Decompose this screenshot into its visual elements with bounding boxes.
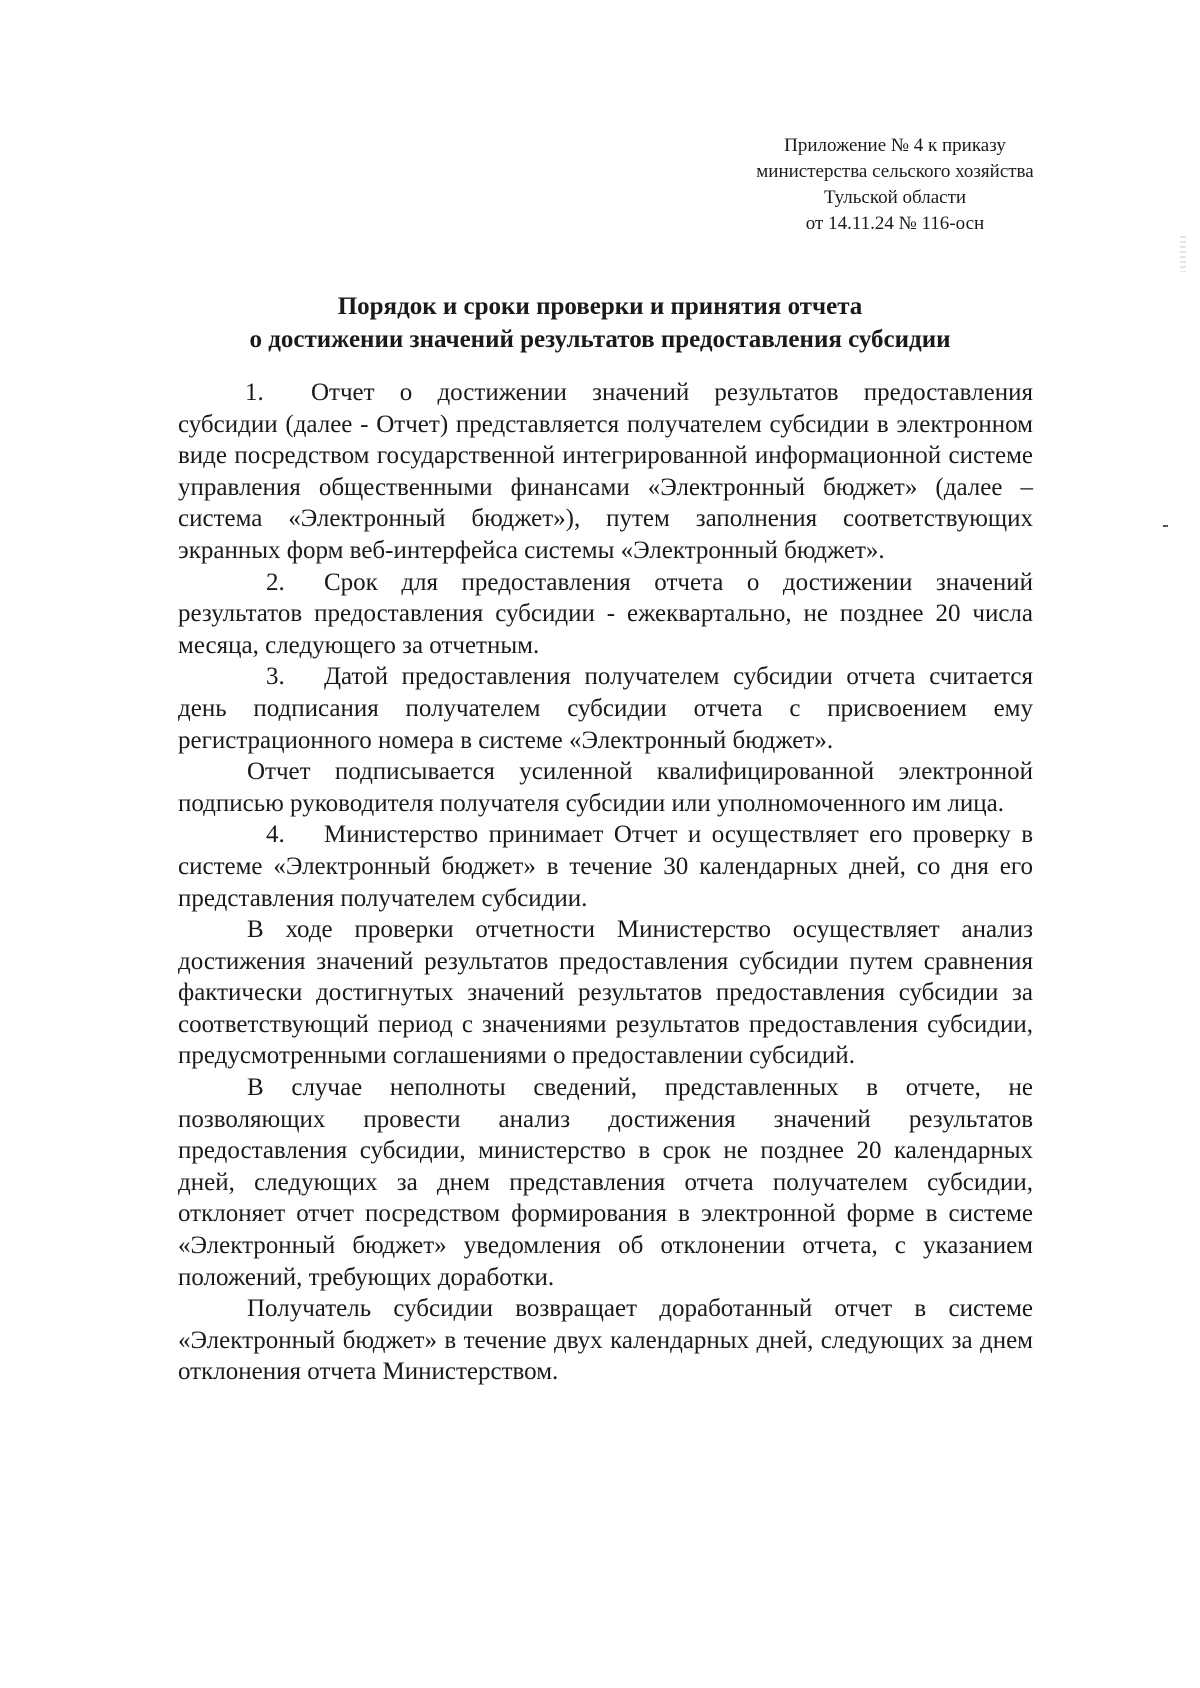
paragraph-text: Отчет о достижении значений результатов предоставления субсидии (далее - Отчет) представляется получателем субсидии в электронном виде посредством государственной интегрированной информационной системе управления общественными финансами «Электронный бюджет» (далее – система «Электронный бюджет»), путем заполнения соответствующих экранных форм веб-интерфейса системы «Электронный бюджет». bbox=[178, 379, 1033, 564]
scan-artifact bbox=[1180, 236, 1186, 272]
paragraph-text: Министерство принимает Отчет и осуществляет его проверку в системе «Электронный бюджет» в течение 30 календарных дней, со дня его представления получателем субсидии. bbox=[178, 821, 1033, 912]
paragraph-text: Получатель субсидии возвращает доработанный отчет в системе «Электронный бюджет» в течение двух календарных дней, следующих за днем отклонения отчета Министерством. bbox=[178, 1295, 1033, 1386]
document-body bbox=[178, 377, 1033, 1388]
document-title bbox=[150, 290, 1050, 356]
paragraph-4 bbox=[178, 819, 1033, 914]
paragraph-text: Отчет подписывается усиленной квалифицированной электронной подписью руководителя получателя субсидии или уполномоченного им лица. bbox=[178, 758, 1033, 817]
appendix-line-4: от 14.11.24 № 116-осн bbox=[805, 213, 985, 234]
paragraph-text: Датой предоставления получателем субсидии отчета считается день подписания получателем субсидии отчета с присвоением ему регистрационного номера в системе «Электронный бюджет». bbox=[178, 663, 1033, 754]
paragraph-2 bbox=[178, 567, 1033, 662]
appendix-header bbox=[725, 133, 1065, 237]
paragraph-number: 4. bbox=[266, 821, 285, 849]
appendix-line-3: Тульской области bbox=[823, 187, 967, 208]
paragraph-3 bbox=[178, 661, 1033, 756]
paragraph-number: 1. bbox=[245, 379, 264, 406]
appendix-line-1: Приложение № 4 к приказу bbox=[784, 135, 1006, 156]
paragraph-text: Срок для предоставления отчета о достижении значений результатов предоставления субсидии - ежеквартально, не позднее 20 числа месяца, следующего за отчетным. bbox=[178, 568, 1033, 659]
scan-artifact-dot bbox=[1163, 525, 1168, 527]
paragraph-number: 3. bbox=[266, 663, 285, 691]
paragraph-6 bbox=[178, 1072, 1033, 1293]
title-line-1: Порядок и сроки проверки и принятия отчета bbox=[337, 293, 863, 320]
paragraph-text: В ходе проверки отчетности Министерство осуществляет анализ достижения значений результатов предоставления субсидии путем сравнения фактически достигнутых значений результатов предоставления субсидии за соответствующий период с значениями результатов предоставления субсидии, предусмотренными соглашениями о предоставлении субсидий. bbox=[178, 916, 1033, 1070]
paragraph-5 bbox=[178, 914, 1033, 1072]
appendix-line-2: министерства сельского хозяйства bbox=[756, 161, 1034, 182]
paragraph-7 bbox=[178, 1293, 1033, 1388]
paragraph-1 bbox=[178, 377, 1033, 567]
title-line-2: о достижении значений результатов предоставления субсидии bbox=[249, 326, 951, 353]
paragraph-text: В случае неполноты сведений, представленных в отчете, не позволяющих провести анализ достижения значений результатов предоставления субсидии, министерство в срок не позднее 20 календарных дней, следующих за днем представления отчета получателем субсидии, отклоняет отчет посредством формирования в электронной форме в системе «Электронный бюджет» уведомления об отклонении отчета, с указанием положений, требующих доработки. bbox=[178, 1074, 1033, 1291]
paragraph-3-continuation bbox=[178, 756, 1033, 819]
paragraph-number: 2. bbox=[266, 568, 285, 596]
